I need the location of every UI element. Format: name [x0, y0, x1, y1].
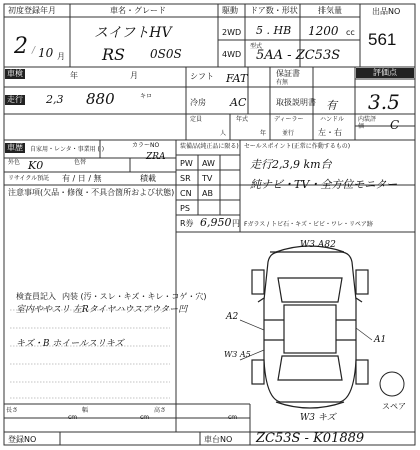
mark-right: A1	[374, 335, 387, 345]
manual-label: 取扱説明書	[276, 98, 316, 107]
dealer-label: ディーラー	[274, 116, 304, 123]
shift-label: シフト	[190, 72, 214, 81]
first-registration-label: 初度登録年月	[8, 6, 56, 15]
recycle-sub: 積載	[140, 174, 156, 183]
color-no-value: ZRA	[146, 152, 166, 162]
inspection-year-label: 年	[70, 71, 78, 80]
selling-point-1: 走行2,3,9 km台	[250, 158, 332, 171]
grade: RS	[102, 45, 126, 64]
width-label: 幅	[82, 407, 89, 414]
inspection-note-1: 室内ややスリ 左Rタイヤハウスアウター凹	[16, 305, 188, 315]
manual-value: 有	[326, 99, 337, 112]
year-model-label: 年式	[236, 116, 249, 123]
inspection-note-2: キズ・B ホイールスリキズ	[16, 339, 124, 349]
registration-year: 2	[14, 34, 28, 59]
r-ticket-value: 6,950	[200, 216, 232, 229]
score-value: 3.5	[368, 90, 400, 114]
interior-value: C	[390, 118, 400, 132]
caution-label: 注意事項(欠品・修復・不具合箇所および状態)	[8, 188, 175, 197]
model-type-label: 型式	[250, 43, 263, 50]
equip-ab: AB	[202, 189, 213, 198]
color-no-label: カラーNO	[132, 142, 160, 149]
recycle-options: 有 / 日 / 無	[62, 174, 102, 183]
chassis-value: ZC53S - K01889	[256, 431, 365, 446]
handle-value: 左・右	[318, 128, 342, 137]
door-shape-value: 5 . HB	[256, 24, 292, 37]
inspection-month-label: 月	[130, 71, 138, 80]
color-label: 外色	[8, 159, 21, 166]
mark-rear: W3 キズ	[300, 413, 336, 423]
score-label: 評価点	[356, 68, 414, 78]
mark-left-rear: W3 A5	[224, 350, 251, 359]
selling-points-label: セールスポイント(正常に作動するもの)	[244, 143, 351, 150]
door-shape-label: ドア数・形状	[250, 6, 298, 15]
color-change-label: 色替	[74, 159, 87, 166]
width-unit: cm	[140, 414, 150, 421]
height-unit: cm	[228, 414, 238, 421]
displacement-value: 1200	[308, 24, 339, 38]
car-name: スイフトHV	[94, 25, 172, 41]
history-label: 車歴	[7, 143, 23, 152]
lot-no-label: 出品NO	[372, 7, 401, 16]
capacity-unit: 人	[220, 130, 227, 137]
car-model-label: 車名・グレード	[110, 6, 166, 15]
glass-labels: Fガラス / トビ石・キズ・ビビ・ワレ・リペア跡	[244, 221, 373, 228]
year-model-unit: 年	[260, 130, 267, 137]
equip-cn: CN	[180, 189, 192, 198]
separator-slash: /	[32, 46, 36, 56]
grade-code: 0S0S	[150, 47, 182, 61]
reg-no-label: 登録NO	[8, 435, 37, 444]
height-label: 高さ	[154, 407, 167, 414]
color-value: K0	[28, 159, 44, 172]
mileage-label: 走行	[7, 95, 23, 104]
warranty-sub: 有無	[276, 79, 289, 86]
handle-label: ハンドル	[320, 116, 345, 123]
equip-ps: PS	[180, 204, 190, 213]
drive-label: 駆動	[222, 6, 238, 15]
inspector-label: 検査員記入	[16, 292, 56, 301]
equip-pw: PW	[180, 159, 193, 168]
mileage-value: 880	[86, 90, 115, 108]
drive-2wd: 2WD	[222, 28, 242, 37]
displacement-unit: cc	[346, 28, 355, 37]
equip-sr: SR	[180, 174, 191, 183]
equip-aw: AW	[202, 159, 215, 168]
length-unit: cm	[68, 414, 78, 421]
selling-point-2: 純ナビ・TV・全方位モニター	[250, 178, 398, 191]
interior-label: 内装評価	[358, 116, 377, 130]
inspection-label: 車検	[7, 69, 23, 78]
month-unit: 月	[57, 52, 65, 61]
model-type-value: 5AA - ZC53S	[256, 48, 341, 63]
spare-label: スペア	[382, 402, 406, 411]
length-label: 長さ	[6, 407, 19, 414]
drive-4wd: 4WD	[222, 50, 242, 59]
mark-front: W3 A82	[300, 240, 336, 250]
r-ticket-unit: 円	[232, 219, 240, 228]
mileage-prefix: 2,3	[46, 93, 64, 106]
equip-tv: TV	[202, 174, 213, 183]
recycle-label: リサイクル預託	[8, 175, 50, 182]
chassis-label: 車台NO	[204, 435, 233, 444]
dealer-sub: 並行	[282, 130, 295, 137]
mark-left: A2	[226, 312, 239, 322]
lot-number: 561	[368, 30, 397, 49]
registration-month: 10	[38, 46, 54, 60]
capacity-label: 定員	[190, 116, 203, 123]
mileage-unit: キロ	[140, 93, 153, 100]
shift-value: FAT	[226, 72, 248, 85]
warranty-label: 保証書	[276, 69, 300, 78]
equipment-label: 装備品(純正品に限る)	[180, 143, 239, 150]
inspector-options: 内装 (汚・スレ・キズ・キレ・コゲ・穴)	[62, 292, 207, 301]
r-ticket-label: R券	[180, 219, 194, 228]
displacement-label: 排気量	[318, 6, 342, 15]
ac-label: 冷房	[190, 98, 206, 107]
ac-value: AC	[230, 96, 247, 109]
history-sub: 自家用・レンタ・事業用 ( )	[30, 146, 105, 153]
